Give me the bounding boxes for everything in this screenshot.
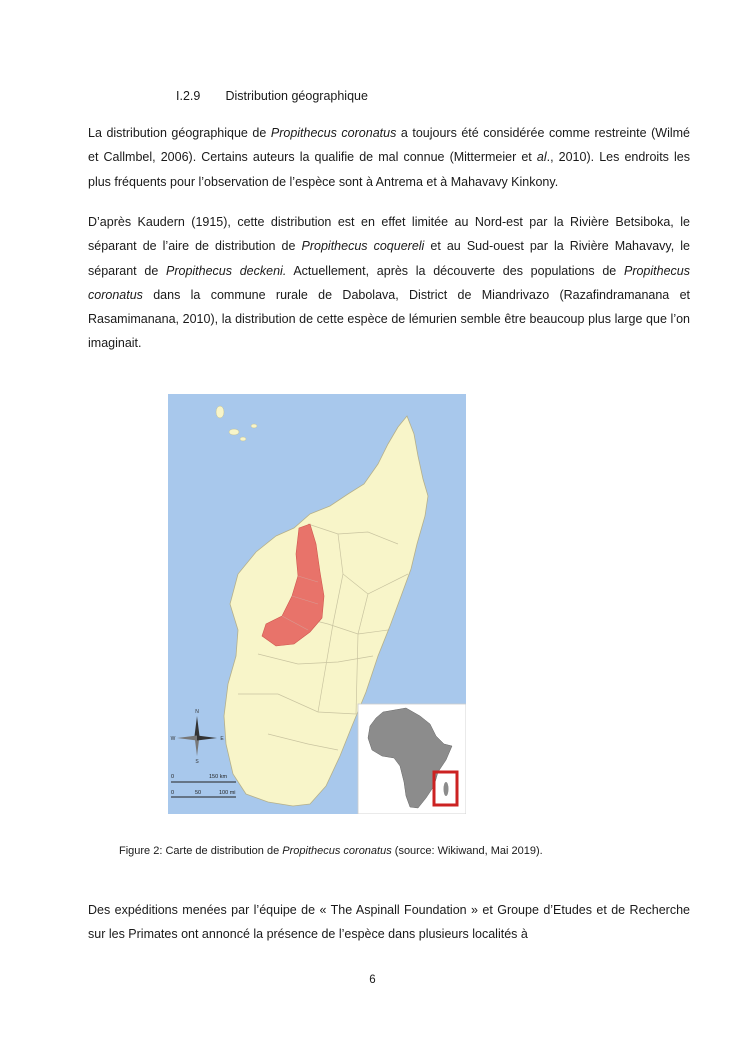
p2-text-e: Actuellement, après la découverte des populations de	[286, 263, 624, 278]
island-4	[251, 424, 257, 428]
paragraph-3	[88, 898, 690, 947]
page-number: 6	[369, 974, 376, 986]
p2-species-coronatus: Propithecus coronatus	[88, 263, 690, 302]
paragraph-2	[88, 210, 690, 356]
inset-madagascar	[444, 782, 449, 796]
p1-species: Propithecus coronatus	[270, 126, 397, 140]
p2-species-coquereli: Propithecus coquereli	[301, 239, 425, 254]
caption-text-a: Figure 2: Carte de distribution de	[119, 845, 283, 857]
scale-zero-mi: 0	[171, 790, 175, 796]
p2-text-c: et au Sud-ouest par la Rivière Mahavavy, le séparant de	[88, 239, 690, 278]
compass-label-w: W	[170, 736, 176, 742]
p1-text-a: La distribution géographique de	[88, 126, 271, 140]
p2-text-a: D’après Kaudern (1915), cette distribution est en effet limitée au Nord-est par la Rivière Betsiboka, le séparant de l’aire de distribution de	[88, 215, 690, 254]
p1-text-e: ., 2010). Les endroits les plus fréquents pour l’observation de l’espèce sont à Antrema et à Mahavavy Kinkony.	[88, 150, 690, 189]
p4-text-a: Des expéditions menées par l’équipe de « The Aspinall Foundation » et Groupe d’Etudes et de Recherche sur les Primates ont annoncé la présence de l’espèce dans plusieurs localités à	[88, 903, 690, 942]
island-3	[240, 437, 246, 441]
section-number: I.2.9	[176, 89, 201, 103]
scale-mi-label: 100 mi	[219, 790, 236, 796]
caption-species: Propithecus coronatus	[282, 845, 392, 857]
compass-label-n: N	[195, 709, 199, 715]
section-title: Distribution géographique	[225, 89, 368, 103]
scale-km-label: 150 km	[209, 774, 228, 780]
p1-text-c: a toujours été considérée comme restreinte (Wilmé et Callmbel, 2006). Certains auteurs la qualifie de mal connue (Mittermeier et	[88, 126, 690, 165]
island-2	[229, 429, 239, 435]
compass-label-s: S	[195, 759, 199, 765]
section-heading	[176, 89, 368, 103]
island-1	[216, 406, 224, 418]
scale-mi-mid: 50	[195, 790, 202, 796]
scale-zero-km: 0	[171, 774, 175, 780]
figure-caption	[119, 845, 543, 857]
africa-inset	[358, 704, 466, 814]
compass-label-e: E	[220, 736, 224, 742]
paragraph-1	[88, 121, 690, 194]
caption-text-c: (source: Wikiwand, Mai 2019).	[391, 845, 543, 857]
p1-al: al	[536, 150, 547, 165]
p2-species-deckeni: Propithecus deckeni.	[166, 263, 287, 278]
p2-text-g: dans la commune rurale de Dabolava, District de Miandrivazo (Razafindramanana et Rasamimanana, 2010), la distribution de cette espèce de lémurien semble être beaucoup plus large que l’on imaginait.	[88, 287, 690, 351]
distribution-map	[168, 394, 466, 814]
